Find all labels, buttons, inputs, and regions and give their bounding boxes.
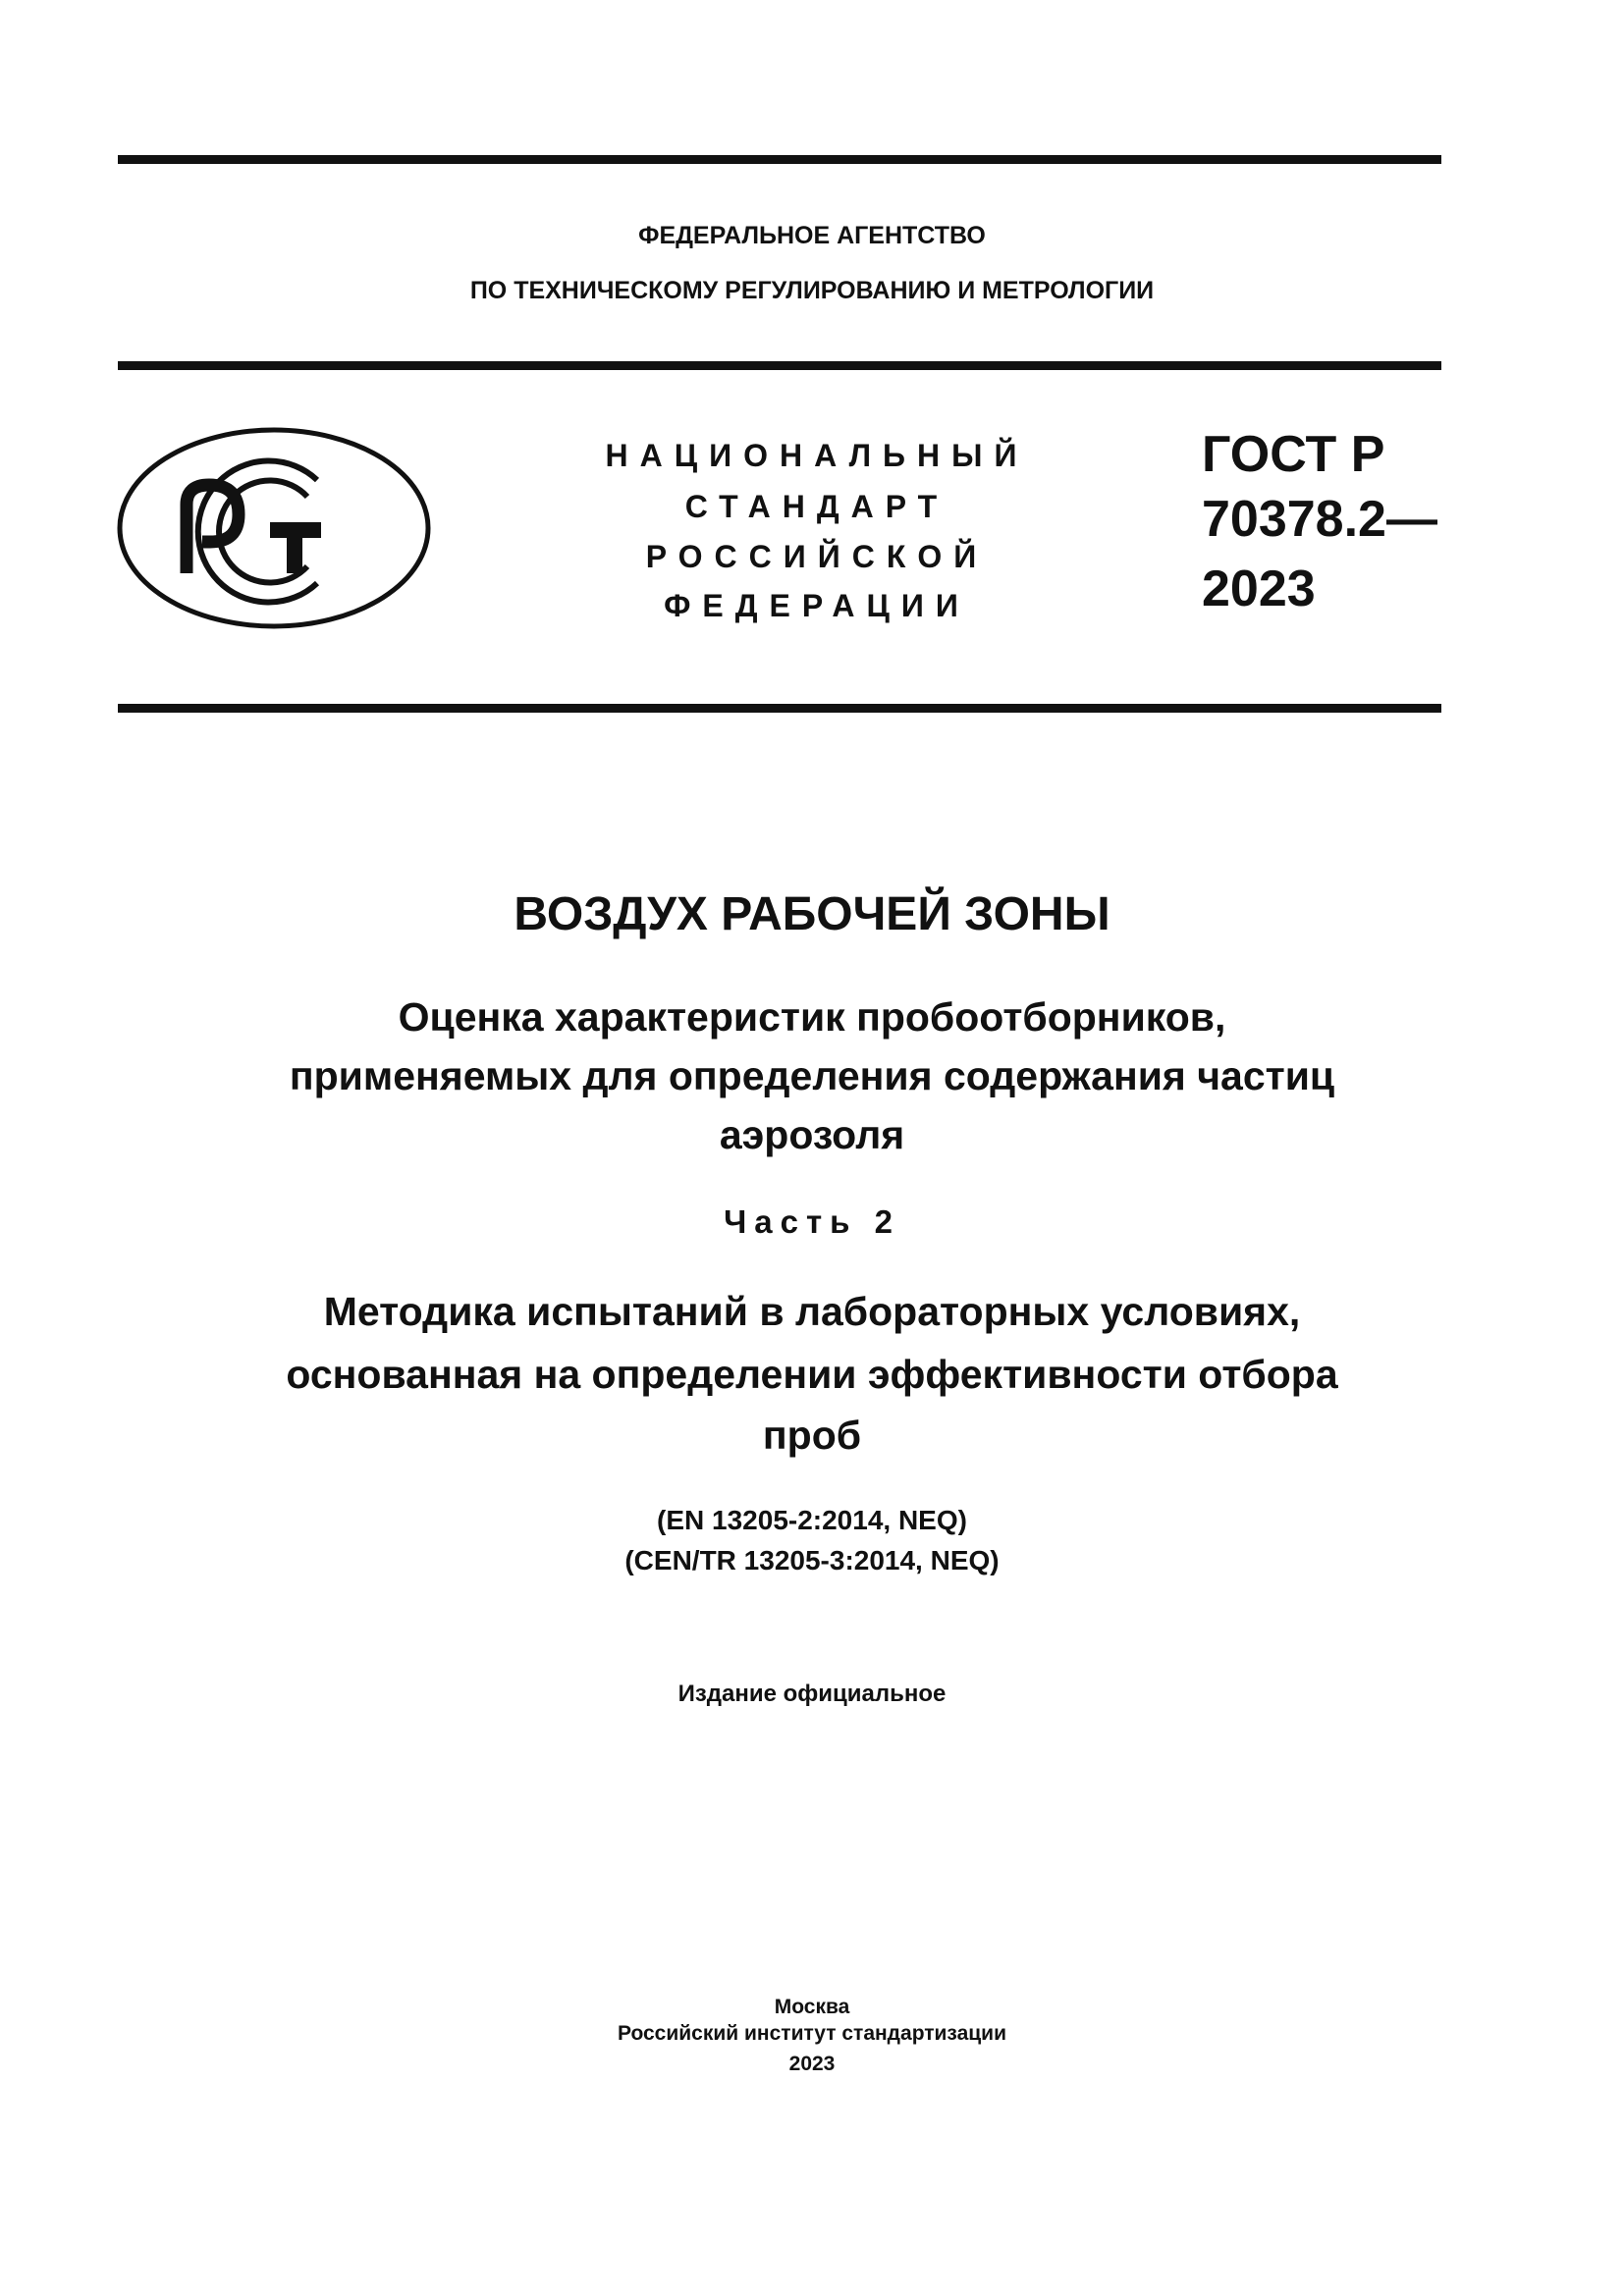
agency-line-2: ПО ТЕХНИЧЕСКОМУ РЕГУЛИРОВАНИЮ И МЕТРОЛОГИИ: [469, 277, 1155, 304]
standard-type-4: ФЕДЕРАЦИИ: [664, 588, 970, 623]
standard-type-2: СТАНДАРТ: [684, 489, 949, 524]
designation-1: ГОСТ Р: [1202, 426, 1385, 483]
subtitle-3: аэрозоля: [719, 1112, 905, 1157]
designation-3: 2023: [1202, 561, 1316, 617]
edition-label: Издание официальное: [677, 1681, 947, 1707]
reference-2: (CEN/TR 13205-3:2014, NEQ): [624, 1545, 1000, 1575]
imprint-publisher: Российский институт стандартизации: [617, 2022, 1007, 2045]
imprint-city: Москва: [774, 1996, 850, 2018]
designation-2: 70378.2—: [1202, 491, 1437, 548]
part-title-3: проб: [762, 1413, 862, 1458]
agency-line-1: ФЕДЕРАЛЬНОЕ АГЕНТСТВО: [638, 222, 986, 249]
subtitle-1: Оценка характеристик пробоотборников,: [398, 994, 1226, 1040]
subtitle-2: применяемых для определения содержания частиц: [289, 1053, 1335, 1098]
standard-type-1: НАЦИОНАЛЬНЫЙ: [605, 438, 1029, 473]
middle-rule: [118, 361, 1441, 370]
top-rule: [118, 155, 1441, 164]
standard-type-3: РОССИЙСКОЙ: [645, 539, 989, 574]
rst-logo: [116, 426, 432, 630]
main-title: ВОЗДУХ РАБОЧЕЙ ЗОНЫ: [514, 888, 1110, 940]
bottom-rule: [118, 704, 1441, 713]
imprint-year: 2023: [788, 2053, 836, 2075]
reference-1: (EN 13205-2:2014, NEQ): [657, 1505, 967, 1535]
part-title-2: основанная на определении эффективности отбора: [286, 1352, 1338, 1397]
part-label: Часть 2: [724, 1203, 900, 1240]
part-title-1: Методика испытаний в лабораторных условиях,: [323, 1289, 1301, 1334]
